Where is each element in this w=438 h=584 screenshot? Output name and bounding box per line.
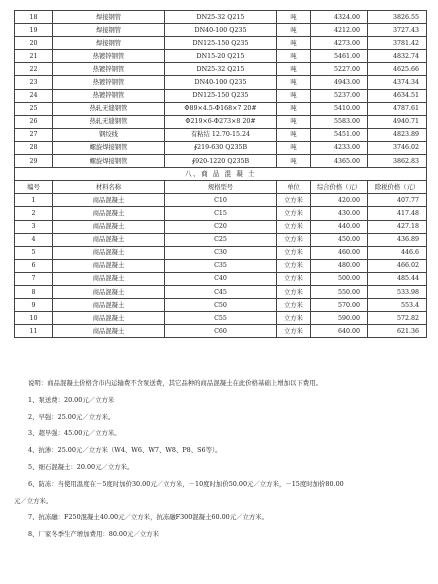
cell-price: 5227.00 bbox=[311, 63, 368, 76]
cell-name: 钢绞线 bbox=[53, 128, 165, 141]
steel-pipe-rows bbox=[15, 11, 427, 168]
cell-price: 4324.00 bbox=[311, 11, 368, 24]
cell-no: 1 bbox=[15, 194, 53, 207]
cell-price-excl-tax: 407.77 bbox=[368, 194, 427, 207]
section-title: 八、商 品 混 凝 土 bbox=[15, 168, 427, 181]
cell-spec: C60 bbox=[165, 325, 277, 338]
table-row bbox=[15, 325, 427, 338]
cell-unit: 吨 bbox=[277, 155, 311, 168]
cell-no: 22 bbox=[15, 63, 53, 76]
header-unit: 单位 bbox=[277, 181, 311, 194]
header-spec: 规格型号 bbox=[165, 181, 277, 194]
cell-name: 商品混凝土 bbox=[53, 272, 165, 285]
cell-spec: C40 bbox=[165, 272, 277, 285]
cell-unit: 立方米 bbox=[277, 325, 311, 338]
cell-name: 焊接钢管 bbox=[53, 24, 165, 37]
cell-price-excl-tax: 466.02 bbox=[368, 259, 427, 272]
cell-spec: C15 bbox=[165, 207, 277, 220]
cell-price-excl-tax: 3746.02 bbox=[368, 141, 427, 154]
cell-price: 4365.00 bbox=[311, 155, 368, 168]
cell-spec: ∮920-1220 Q235B bbox=[165, 155, 277, 168]
cell-unit: 立方米 bbox=[277, 259, 311, 272]
cell-spec: 有粘结 12.70-15.24 bbox=[165, 128, 277, 141]
table-row bbox=[15, 207, 427, 220]
cell-unit: 吨 bbox=[277, 24, 311, 37]
cell-price-excl-tax: 4374.34 bbox=[368, 76, 427, 89]
note-item: 5、细石混凝土：20.00元／立方米。 bbox=[28, 462, 134, 471]
cell-name: 商品混凝土 bbox=[53, 246, 165, 259]
cell-no: 27 bbox=[15, 128, 53, 141]
table-row bbox=[15, 285, 427, 298]
cell-price: 4233.00 bbox=[311, 141, 368, 154]
cell-name: 商品混凝土 bbox=[53, 299, 165, 312]
cell-price: 5410.00 bbox=[311, 102, 368, 115]
header-no: 编号 bbox=[15, 181, 53, 194]
cell-price: 430.00 bbox=[311, 207, 368, 220]
table-row bbox=[15, 246, 427, 259]
cell-price: 4943.00 bbox=[311, 76, 368, 89]
cell-unit: 立方米 bbox=[277, 246, 311, 259]
cell-no: 18 bbox=[15, 11, 53, 24]
table-row bbox=[15, 155, 427, 168]
cell-spec: DN25-32 Q215 bbox=[165, 11, 277, 24]
cell-spec: C25 bbox=[165, 233, 277, 246]
cell-unit: 立方米 bbox=[277, 272, 311, 285]
cell-spec: C50 bbox=[165, 299, 277, 312]
cell-no: 29 bbox=[15, 155, 53, 168]
header-price: 综合价格（元） bbox=[311, 181, 368, 194]
cell-name: 热镀锌钢管 bbox=[53, 63, 165, 76]
table-row bbox=[15, 233, 427, 246]
note-item: 2、早强：25.00元／立方米。 bbox=[28, 412, 115, 421]
note-item: 6、防冻：当使用温度在－5度时加价30.00元／立方米，－10度时加价50.00元／立方米，－15度时加价80.00 bbox=[28, 479, 344, 488]
cell-no: 21 bbox=[15, 50, 53, 63]
cell-unit: 立方米 bbox=[277, 194, 311, 207]
cell-no: 25 bbox=[15, 102, 53, 115]
cell-name: 商品混凝土 bbox=[53, 259, 165, 272]
cell-price: 550.00 bbox=[311, 285, 368, 298]
cell-name: 热镀锌钢管 bbox=[53, 76, 165, 89]
cell-unit: 吨 bbox=[277, 115, 311, 128]
cell-unit: 吨 bbox=[277, 50, 311, 63]
cell-price: 5451.00 bbox=[311, 128, 368, 141]
cell-price-excl-tax: 4832.74 bbox=[368, 50, 427, 63]
table-row bbox=[15, 24, 427, 37]
table-row bbox=[15, 115, 427, 128]
table-row bbox=[15, 194, 427, 207]
cell-unit: 立方米 bbox=[277, 285, 311, 298]
table-row bbox=[15, 63, 427, 76]
cell-price: 500.00 bbox=[311, 272, 368, 285]
cell-price: 640.00 bbox=[311, 325, 368, 338]
cell-price-excl-tax: 3826.55 bbox=[368, 11, 427, 24]
note-item: 4、抗渗：25.00元／立方米（W4、W6、W7、W8、P8、S6等）。 bbox=[28, 446, 222, 455]
cell-spec: C20 bbox=[165, 220, 277, 233]
cell-price-excl-tax: 553.4 bbox=[368, 299, 427, 312]
concrete-rows bbox=[15, 194, 427, 338]
note-item: 8、厂家冬季生产增加费用：80.00元／立方米 bbox=[28, 530, 160, 539]
cell-unit: 吨 bbox=[277, 128, 311, 141]
cell-unit: 吨 bbox=[277, 89, 311, 102]
cell-name: 商品混凝土 bbox=[53, 285, 165, 298]
cell-spec: C55 bbox=[165, 312, 277, 325]
cell-price-excl-tax: 436.89 bbox=[368, 233, 427, 246]
notes-section bbox=[14, 375, 426, 543]
cell-name: 商品混凝土 bbox=[53, 207, 165, 220]
cell-price-excl-tax: 4823.89 bbox=[368, 128, 427, 141]
cell-name: 螺旋焊接钢管 bbox=[53, 141, 165, 154]
cell-price-excl-tax: 621.36 bbox=[368, 325, 427, 338]
cell-price: 570.00 bbox=[311, 299, 368, 312]
table-row bbox=[15, 102, 427, 115]
cell-no: 2 bbox=[15, 207, 53, 220]
cell-price-excl-tax: 533.98 bbox=[368, 285, 427, 298]
cell-no: 4 bbox=[15, 233, 53, 246]
cell-name: 热轧无缝钢管 bbox=[53, 115, 165, 128]
cell-price: 450.00 bbox=[311, 233, 368, 246]
cell-name: 商品混凝土 bbox=[53, 194, 165, 207]
cell-spec: C45 bbox=[165, 285, 277, 298]
table-row bbox=[15, 312, 427, 325]
cell-name: 焊接钢管 bbox=[53, 11, 165, 24]
cell-unit: 立方米 bbox=[277, 207, 311, 220]
cell-name: 焊接钢管 bbox=[53, 37, 165, 50]
cell-price: 480.00 bbox=[311, 259, 368, 272]
cell-no: 11 bbox=[15, 325, 53, 338]
cell-price-excl-tax: 4940.71 bbox=[368, 115, 427, 128]
cell-price-excl-tax: 417.48 bbox=[368, 207, 427, 220]
table-row bbox=[15, 272, 427, 285]
cell-price-excl-tax: 4787.61 bbox=[368, 102, 427, 115]
header-name: 材料名称 bbox=[53, 181, 165, 194]
price-table bbox=[14, 10, 427, 338]
cell-spec: C30 bbox=[165, 246, 277, 259]
cell-price-excl-tax: 572.82 bbox=[368, 312, 427, 325]
cell-price: 460.00 bbox=[311, 246, 368, 259]
cell-price-excl-tax: 3862.83 bbox=[368, 155, 427, 168]
cell-name: 螺旋焊接钢管 bbox=[53, 155, 165, 168]
cell-unit: 立方米 bbox=[277, 233, 311, 246]
cell-no: 9 bbox=[15, 299, 53, 312]
cell-no: 19 bbox=[15, 24, 53, 37]
table-row bbox=[15, 259, 427, 272]
cell-unit: 立方米 bbox=[277, 220, 311, 233]
cell-unit: 吨 bbox=[277, 37, 311, 50]
cell-no: 26 bbox=[15, 115, 53, 128]
cell-spec: C10 bbox=[165, 194, 277, 207]
cell-spec: ∮219-630 Q235B bbox=[165, 141, 277, 154]
cell-price: 440.00 bbox=[311, 220, 368, 233]
cell-unit: 立方米 bbox=[277, 299, 311, 312]
cell-unit: 吨 bbox=[277, 102, 311, 115]
cell-name: 热轧无缝钢管 bbox=[53, 102, 165, 115]
cell-spec: DN125-150 Q235 bbox=[165, 89, 277, 102]
note-item-continued: 元／立方米。 bbox=[14, 496, 53, 505]
cell-spec: DN40-100 Q235 bbox=[165, 24, 277, 37]
cell-price-excl-tax: 427.18 bbox=[368, 220, 427, 233]
table-row bbox=[15, 11, 427, 24]
cell-price: 420.00 bbox=[311, 194, 368, 207]
cell-name: 商品混凝土 bbox=[53, 220, 165, 233]
cell-price-excl-tax: 4634.51 bbox=[368, 89, 427, 102]
cell-no: 23 bbox=[15, 76, 53, 89]
cell-spec: DN125-150 Q235 bbox=[165, 37, 277, 50]
cell-no: 6 bbox=[15, 259, 53, 272]
cell-price-excl-tax: 446.6 bbox=[368, 246, 427, 259]
header-price-excl-tax: 除税价格（元） bbox=[368, 181, 427, 194]
cell-spec: DN40-100 Q235 bbox=[165, 76, 277, 89]
cell-no: 5 bbox=[15, 246, 53, 259]
cell-unit: 吨 bbox=[277, 76, 311, 89]
cell-no: 24 bbox=[15, 89, 53, 102]
cell-unit: 吨 bbox=[277, 63, 311, 76]
cell-price-excl-tax: 485.44 bbox=[368, 272, 427, 285]
cell-price: 4212.00 bbox=[311, 24, 368, 37]
cell-price-excl-tax: 3727.43 bbox=[368, 24, 427, 37]
table-row bbox=[15, 128, 427, 141]
column-headers bbox=[15, 181, 427, 194]
cell-name: 商品混凝土 bbox=[53, 312, 165, 325]
cell-spec: DN25-32 Q215 bbox=[165, 63, 277, 76]
cell-price: 5461.00 bbox=[311, 50, 368, 63]
cell-name: 热镀锌钢管 bbox=[53, 89, 165, 102]
cell-spec: DN15-20 Q215 bbox=[165, 50, 277, 63]
table-row bbox=[15, 141, 427, 154]
table-row bbox=[15, 50, 427, 63]
cell-no: 28 bbox=[15, 141, 53, 154]
cell-no: 3 bbox=[15, 220, 53, 233]
cell-no: 10 bbox=[15, 312, 53, 325]
notes-intro: 说明：商品混凝土价格含市内运输费不含泵送费，其它品种的商品混凝土在此价格基础上增加以下费用。 bbox=[28, 379, 322, 387]
cell-name: 商品混凝土 bbox=[53, 233, 165, 246]
cell-price: 5237.00 bbox=[311, 89, 368, 102]
table-row bbox=[15, 76, 427, 89]
cell-price: 590.00 bbox=[311, 312, 368, 325]
note-item: 1、泵送费：20.00元／立方米 bbox=[28, 395, 115, 404]
table-row bbox=[15, 299, 427, 312]
note-item: 3、超早强：45.00元／立方米。 bbox=[28, 429, 121, 438]
cell-name: 商品混凝土 bbox=[53, 325, 165, 338]
table-row bbox=[15, 37, 427, 50]
cell-unit: 吨 bbox=[277, 141, 311, 154]
cell-price-excl-tax: 3781.42 bbox=[368, 37, 427, 50]
cell-spec: Φ89×4.5-Φ168×7 20# bbox=[165, 102, 277, 115]
cell-price: 5583.00 bbox=[311, 115, 368, 128]
cell-no: 8 bbox=[15, 285, 53, 298]
cell-price-excl-tax: 4625.66 bbox=[368, 63, 427, 76]
table-row bbox=[15, 89, 427, 102]
cell-no: 20 bbox=[15, 37, 53, 50]
price-table-page bbox=[14, 10, 426, 338]
cell-unit: 立方米 bbox=[277, 312, 311, 325]
concrete-section-title bbox=[15, 168, 427, 194]
cell-name: 热镀锌钢管 bbox=[53, 50, 165, 63]
cell-price: 4273.00 bbox=[311, 37, 368, 50]
cell-spec: C35 bbox=[165, 259, 277, 272]
cell-unit: 吨 bbox=[277, 11, 311, 24]
note-item: 7、抗冻融：F250混凝土40.00元／立方米，抗冻融F300混凝土60.00元／立方米。 bbox=[28, 513, 269, 522]
cell-no: 7 bbox=[15, 272, 53, 285]
table-row bbox=[15, 220, 427, 233]
cell-spec: Φ219×6-Φ273×8 20# bbox=[165, 115, 277, 128]
